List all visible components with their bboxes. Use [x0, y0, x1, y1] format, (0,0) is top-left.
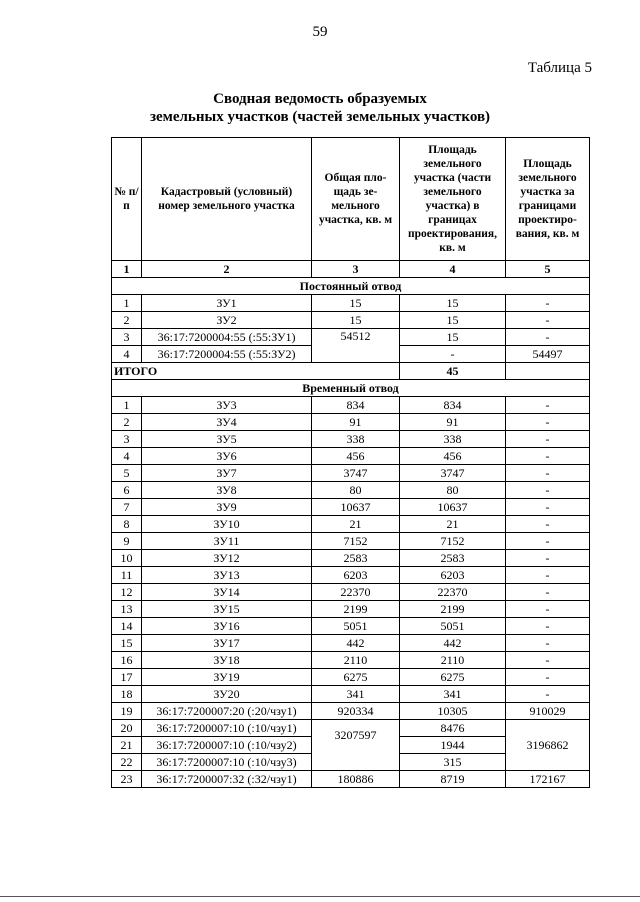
row-number: 11	[112, 567, 142, 584]
cadastral-number: ЗУ19	[142, 669, 312, 686]
row-number: 7	[112, 499, 142, 516]
area-within: 2583	[400, 550, 506, 567]
row-number: 20	[112, 720, 142, 737]
row-number: 2	[112, 414, 142, 431]
total-area: 7152	[312, 533, 400, 550]
cadastral-number: ЗУ13	[142, 567, 312, 584]
cadastral-number: ЗУ17	[142, 635, 312, 652]
table-row	[112, 771, 590, 788]
total-area: 920334	[312, 703, 400, 720]
area-within: 7152	[400, 533, 506, 550]
document-title	[0, 90, 640, 126]
total-area: 21	[312, 516, 400, 533]
table-row	[112, 516, 590, 533]
total-empty-cell	[506, 363, 590, 380]
total-label: ИТОГО	[112, 363, 400, 380]
table-row	[112, 533, 590, 550]
area-outside: 910029	[506, 703, 590, 720]
table-row	[112, 635, 590, 652]
row-number: 21	[112, 737, 142, 754]
table-row	[112, 448, 590, 465]
column-number: 4	[400, 261, 506, 278]
table-row	[112, 295, 590, 312]
area-within: 6275	[400, 669, 506, 686]
area-outside: -	[506, 601, 590, 618]
cadastral-number: ЗУ5	[142, 431, 312, 448]
area-outside: -	[506, 533, 590, 550]
column-number: 2	[142, 261, 312, 278]
total-area: 6275	[312, 669, 400, 686]
row-number: 6	[112, 482, 142, 499]
header-total-area: Общая пло-щадь зе-мельного участка, кв. м	[312, 138, 400, 261]
section-row	[112, 380, 590, 397]
table-row	[112, 414, 590, 431]
cadastral-number: 36:17:7200007:32 (:32/чзу1)	[142, 771, 312, 788]
total-area: 6203	[312, 567, 400, 584]
area-within: 1944	[400, 737, 506, 754]
area-outside: -	[506, 618, 590, 635]
area-outside: -	[506, 482, 590, 499]
cadastral-number: ЗУ12	[142, 550, 312, 567]
area-outside: -	[506, 431, 590, 448]
row-number: 22	[112, 754, 142, 771]
table-row	[112, 584, 590, 601]
row-number: 10	[112, 550, 142, 567]
total-area: 442	[312, 635, 400, 652]
row-number: 2	[112, 312, 142, 329]
total-area: 91	[312, 414, 400, 431]
row-number: 12	[112, 584, 142, 601]
area-within: 21	[400, 516, 506, 533]
cadastral-number: 36:17:7200007:10 (:10/чзу1)	[142, 720, 312, 737]
area-within: 3747	[400, 465, 506, 482]
row-number: 3	[112, 329, 142, 346]
total-area: 22370	[312, 584, 400, 601]
total-row	[112, 363, 590, 380]
area-outside: -	[506, 448, 590, 465]
table-row	[112, 567, 590, 584]
header-cadastral: Кадастровый (условный) номер земельного участка	[142, 138, 312, 261]
table-row	[112, 618, 590, 635]
cadastral-number: ЗУ6	[142, 448, 312, 465]
area-within: 2199	[400, 601, 506, 618]
cadastral-number: ЗУ1	[142, 295, 312, 312]
area-within: 2110	[400, 652, 506, 669]
total-area: 180886	[312, 771, 400, 788]
title-line-1: Сводная ведомость образуемых	[213, 91, 427, 107]
area-outside: -	[506, 669, 590, 686]
header-area-within: Площадь земельного участка (части земельного участка) в границах проектирования, кв. м	[400, 138, 506, 261]
area-outside: 54497	[506, 346, 590, 363]
column-number-row	[112, 261, 590, 278]
area-outside: 172167	[506, 771, 590, 788]
cadastral-number: ЗУ10	[142, 516, 312, 533]
total-area: 456	[312, 448, 400, 465]
header-num: № п/п	[112, 138, 142, 261]
column-number: 1	[112, 261, 142, 278]
cadastral-number: 36:17:7200004:55 (:55:ЗУ2)	[142, 346, 312, 363]
row-number: 8	[112, 516, 142, 533]
total-area: 2583	[312, 550, 400, 567]
total-area: 2110	[312, 652, 400, 669]
row-number: 13	[112, 601, 142, 618]
area-outside: -	[506, 312, 590, 329]
area-within: 10305	[400, 703, 506, 720]
row-number: 15	[112, 635, 142, 652]
table-row	[112, 397, 590, 414]
row-number: 4	[112, 346, 142, 363]
area-within: 315	[400, 754, 506, 771]
table-row	[112, 669, 590, 686]
cadastral-number: ЗУ2	[142, 312, 312, 329]
area-outside: -	[506, 686, 590, 703]
page-number: 59	[312, 24, 328, 40]
section-temporary: Временный отвод	[112, 380, 590, 397]
total-area: 54512	[312, 329, 400, 363]
cadastral-number: ЗУ18	[142, 652, 312, 669]
area-within: 8719	[400, 771, 506, 788]
table-row	[112, 652, 590, 669]
cadastral-number: 36:17:7200007:20 (:20/чзу1)	[142, 703, 312, 720]
area-within: 91	[400, 414, 506, 431]
header-row	[112, 138, 590, 261]
total-area: 338	[312, 431, 400, 448]
cadastral-number: ЗУ11	[142, 533, 312, 550]
area-outside: -	[506, 295, 590, 312]
cadastral-number: ЗУ3	[142, 397, 312, 414]
row-number: 14	[112, 618, 142, 635]
area-within: 10637	[400, 499, 506, 516]
area-within: 5051	[400, 618, 506, 635]
cadastral-number: ЗУ9	[142, 499, 312, 516]
total-area: 3207597	[312, 720, 400, 771]
total-value: 45	[400, 363, 506, 380]
row-number: 5	[112, 465, 142, 482]
table-row	[112, 550, 590, 567]
total-area: 15	[312, 295, 400, 312]
section-permanent: Постоянный отвод	[112, 278, 590, 295]
total-area: 10637	[312, 499, 400, 516]
area-within: 15	[400, 295, 506, 312]
total-area: 834	[312, 397, 400, 414]
bottom-border-line	[0, 896, 640, 897]
table-row	[112, 686, 590, 703]
area-outside: -	[506, 329, 590, 346]
land-plots-table	[111, 137, 590, 788]
table-row	[112, 601, 590, 618]
total-area: 2199	[312, 601, 400, 618]
cadastral-number: 36:17:7200007:10 (:10/чзу3)	[142, 754, 312, 771]
cadastral-number: 36:17:7200007:10 (:10/чзу2)	[142, 737, 312, 754]
cadastral-number: ЗУ14	[142, 584, 312, 601]
title-line-2: земельных участков (частей земельных участков)	[149, 109, 491, 125]
table-row	[112, 499, 590, 516]
area-outside: 3196862	[506, 720, 590, 771]
area-outside: -	[506, 635, 590, 652]
area-outside: -	[506, 465, 590, 482]
area-within: 8476	[400, 720, 506, 737]
table-row	[112, 329, 590, 346]
section-row	[112, 278, 590, 295]
header-area-outside: Площадь земельного участка за границами проектиро-вания, кв. м	[506, 138, 590, 261]
table-row	[112, 431, 590, 448]
column-number: 5	[506, 261, 590, 278]
row-number: 1	[112, 295, 142, 312]
cadastral-number: 36:17:7200004:55 (:55:ЗУ1)	[142, 329, 312, 346]
table-label: Таблица 5	[527, 60, 592, 76]
cadastral-number: ЗУ15	[142, 601, 312, 618]
area-within: 22370	[400, 584, 506, 601]
area-outside: -	[506, 516, 590, 533]
area-within: 6203	[400, 567, 506, 584]
cadastral-number: ЗУ7	[142, 465, 312, 482]
area-outside: -	[506, 550, 590, 567]
area-outside: -	[506, 499, 590, 516]
cadastral-number: ЗУ20	[142, 686, 312, 703]
row-number: 18	[112, 686, 142, 703]
table-row	[112, 720, 590, 737]
table-row	[112, 312, 590, 329]
row-number: 4	[112, 448, 142, 465]
row-number: 3	[112, 431, 142, 448]
table-row	[112, 482, 590, 499]
area-within: 15	[400, 312, 506, 329]
row-number: 19	[112, 703, 142, 720]
total-area: 15	[312, 312, 400, 329]
row-number: 17	[112, 669, 142, 686]
area-within: 338	[400, 431, 506, 448]
cadastral-number: ЗУ16	[142, 618, 312, 635]
area-within: -	[400, 346, 506, 363]
cadastral-number: ЗУ8	[142, 482, 312, 499]
area-outside: -	[506, 652, 590, 669]
total-area: 341	[312, 686, 400, 703]
row-number: 23	[112, 771, 142, 788]
area-outside: -	[506, 584, 590, 601]
area-outside: -	[506, 397, 590, 414]
area-within: 341	[400, 686, 506, 703]
area-within: 80	[400, 482, 506, 499]
cadastral-number: ЗУ4	[142, 414, 312, 431]
area-outside: -	[506, 414, 590, 431]
table-row	[112, 465, 590, 482]
row-number: 16	[112, 652, 142, 669]
area-within: 834	[400, 397, 506, 414]
column-number: 3	[312, 261, 400, 278]
area-within: 456	[400, 448, 506, 465]
total-area: 80	[312, 482, 400, 499]
area-outside: -	[506, 567, 590, 584]
row-number: 9	[112, 533, 142, 550]
area-within: 442	[400, 635, 506, 652]
area-within: 15	[400, 329, 506, 346]
total-area: 3747	[312, 465, 400, 482]
table-row	[112, 703, 590, 720]
total-area: 5051	[312, 618, 400, 635]
row-number: 1	[112, 397, 142, 414]
